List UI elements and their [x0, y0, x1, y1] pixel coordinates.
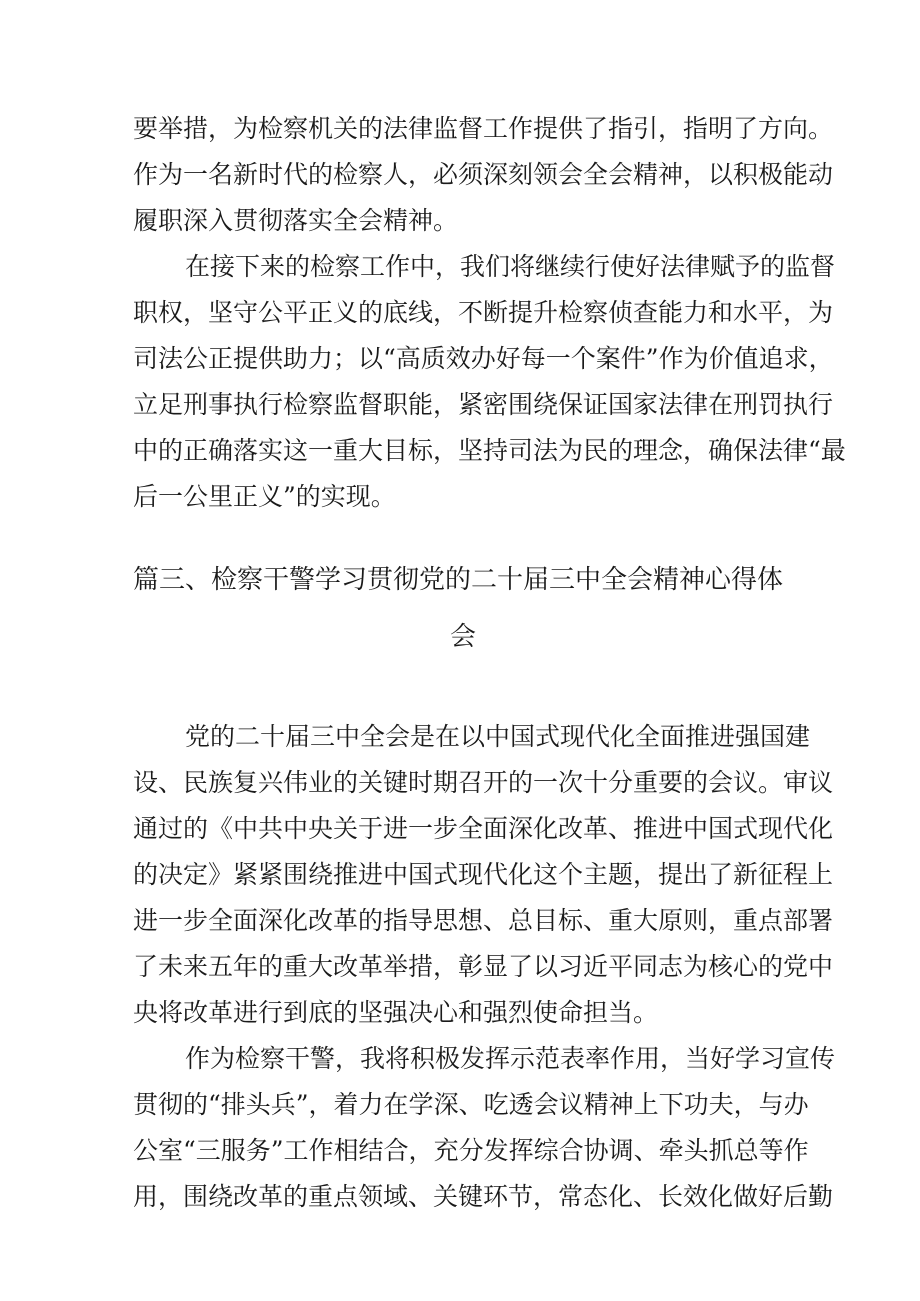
text-line: 的决定》紧紧围绕推进中国式现代化这个主题，提出了新征程上 — [133, 860, 834, 889]
text-line: 通过的《中共中央关于进一步全面深化改革、推进中国式现代化 — [133, 814, 834, 843]
text-line: 公室“三服务”工作相结合，充分发挥综合协调、牵头抓总等作 — [133, 1136, 809, 1165]
text-line: 后一公里正义”的实现。 — [133, 482, 396, 511]
text-line: 在接下来的检察工作中，我们将继续行使好法律赋予的监督 — [185, 252, 836, 281]
text-line: 职权，坚守公平正义的底线，不断提升检察侦查能力和水平，为 — [133, 298, 834, 327]
text-line: 用，围绕改革的重点领域、关键环节，常态化、长效化做好后勤 — [133, 1182, 834, 1211]
text-line: 司法公正提供助力；以“高质效办好每一个案件”作为价值追求， — [133, 344, 834, 373]
text-line: 中的正确落实这一重大目标，坚持司法为民的理念，确保法律“最 — [133, 436, 846, 465]
text-line: 立足刑事执行检察监督职能，紧密围绕保证国家法律在刑罚执行 — [133, 390, 834, 419]
section-title: 篇三、检察干警学习贯彻党的二十届三中全会精神心得体 — [133, 565, 784, 595]
text-line: 贯彻的“排头兵”，着力在学深、吃透会议精神上下功夫，与办 — [133, 1090, 809, 1119]
text-line: 作为检察干警，我将积极发挥示范表率作用，当好学习宣传 — [185, 1044, 836, 1073]
text-line: 进一步全面深化改革的指导思想、总目标、重大原则，重点部署 — [133, 906, 834, 935]
text-line: 了未来五年的重大改革举措，彰显了以习近平同志为核心的党中 — [133, 952, 834, 981]
text-line: 要举措，为检察机关的法律监督工作提供了指引，指明了方向。 — [133, 114, 834, 143]
text-line: 设、民族复兴伟业的关键时期召开的一次十分重要的会议。审议 — [133, 768, 834, 797]
text-line: 党的二十届三中全会是在以中国式现代化全面推进强国建 — [185, 722, 811, 751]
text-line: 履职深入贯彻落实全会精神。 — [133, 206, 459, 235]
text-line: 央将改革进行到底的坚强决心和强烈使命担当。 — [133, 998, 659, 1027]
section-title-continued: 会 — [449, 622, 476, 652]
text-line: 作为一名新时代的检察人，必须深刻领会全会精神，以积极能动 — [133, 160, 834, 189]
